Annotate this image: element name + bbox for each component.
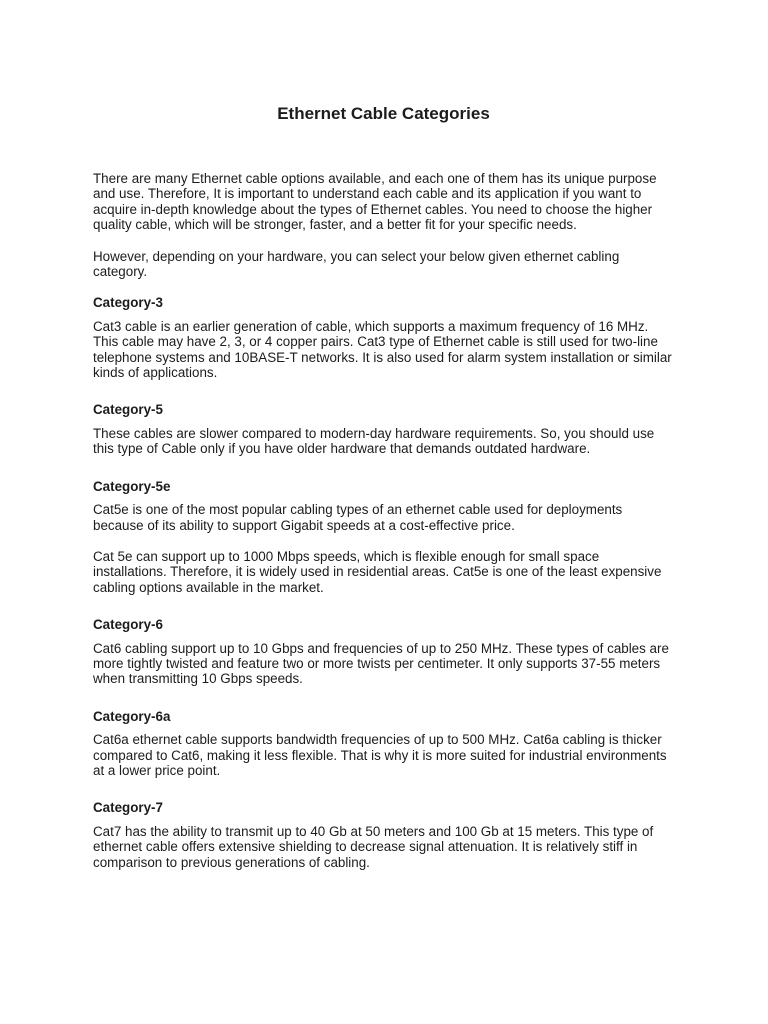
section-paragraph-category-7: Cat7 has the ability to transmit up to 40 Gb at 50 meters and 100 Gb at 15 meters. This type of ethernet cable offers extensive shielding to decrease signal attenuation. It is relatively stiff in comparison to previous generations of cabling.: [93, 823, 654, 870]
section-heading-category-5: Category-5: [93, 402, 163, 418]
document-title: Ethernet Cable Categories: [277, 104, 490, 123]
section-category-6: [93, 617, 674, 687]
section-heading-category-6: Category-6: [93, 617, 163, 633]
section-heading-category-5e: Category-5e: [93, 478, 171, 494]
section-category-6a: [93, 709, 674, 779]
section-paragraph-category-5: These cables are slower compared to modern-day hardware requirements. So, you should use this type of Cable only if you have older hardware that demands outdated hardware.: [93, 425, 655, 457]
section-category-3: [93, 295, 674, 380]
section-category-5: [93, 402, 674, 456]
section-heading-category-6a: Category-6a: [93, 708, 171, 724]
section-paragraph-category-6: Cat6 cabling support up to 10 Gbps and frequencies of up to 250 MHz. These types of cables are more tightly twisted and feature two or more twists per centimeter. It only supports 37-55 meters when transmitting 10 Gbps speeds.: [93, 640, 669, 687]
section-paragraph-category-5e-2: Cat 5e can support up to 1000 Mbps speeds, which is flexible enough for small space installations. Therefore, it is widely used in residential areas. Cat5e is one of the least expensive cabling options available in the market.: [93, 548, 662, 595]
section-category-5e: [93, 479, 674, 595]
section-paragraph-category-5e-1: Cat5e is one of the most popular cabling types of an ethernet cable used for deployments because of its ability to support Gigabit speeds at a cost-effective price.: [93, 502, 623, 533]
section-paragraph-category-6a: Cat6a ethernet cable supports bandwidth frequencies of up to 500 MHz. Cat6a cabling is thicker compared to Cat6, making it less flexible. That is why it is more suited for industrial environments at a lower price point.: [93, 732, 667, 778]
section-paragraph-category-3: Cat3 cable is an earlier generation of cable, which supports a maximum frequency of 16 MHz. This cable may have 2, 3, or 4 copper pairs. Cat3 type of Ethernet cable is still used for two-line telephone systems and 10BASE-T networks. It is also used for alarm system installation or similar kinds of applications.: [93, 318, 672, 381]
section-heading-category-7: Category-7: [93, 800, 163, 816]
section-category-7: [93, 800, 674, 870]
intro-paragraph-1: There are many Ethernet cable options available, and each one of them has its unique purpose and use. Therefore, It is important to understand each cable and its application if you want to acquire in-depth knowledge about the types of Ethernet cables. You need to choose the higher quality cable, which will be stronger, faster, and a better fit for your specific needs.: [93, 171, 657, 233]
intro-paragraph-2: However, depending on your hardware, you can select your below given ethernet cabling category.: [93, 248, 620, 280]
section-heading-category-3: Category-3: [93, 295, 163, 311]
